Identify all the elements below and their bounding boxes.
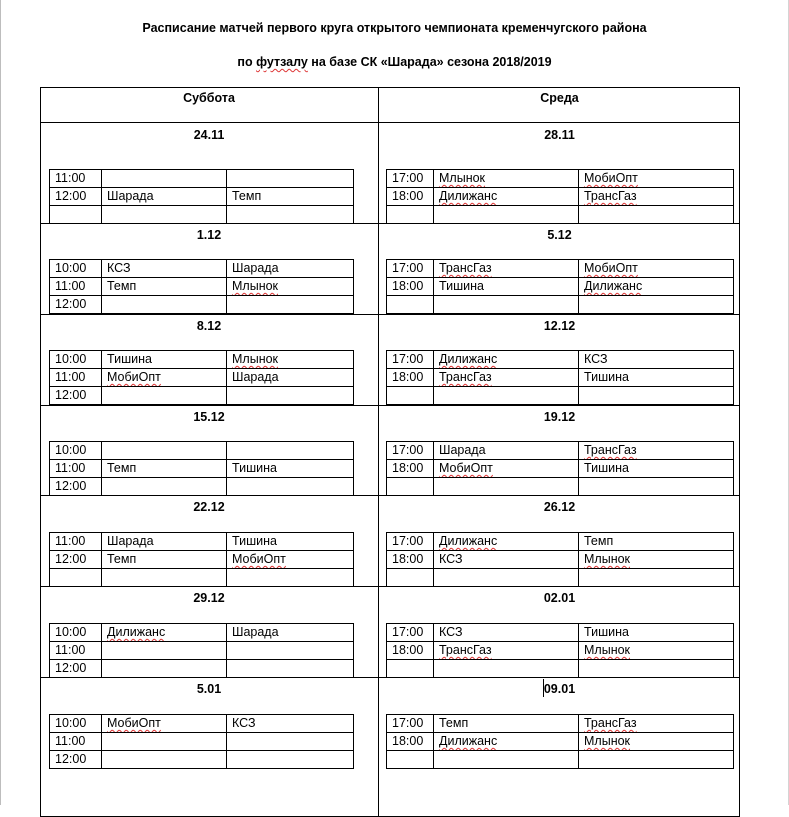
home-team[interactable] [434,551,579,569]
week-separator [40,495,740,496]
home-team-text: Темп [107,279,137,293]
away-team[interactable] [579,387,734,405]
week-separator [40,677,740,678]
home-team-text: Темп [439,716,469,730]
match-time[interactable] [50,533,102,551]
wed-match-table [386,532,734,587]
home-team[interactable] [434,569,579,587]
week-separator [40,405,740,406]
match-time[interactable] [387,478,434,496]
away-team-text: Тишина [584,370,629,384]
match-time-text: 11:00 [55,279,86,293]
away-team[interactable] [227,478,354,496]
sat-match-table [49,714,354,769]
match-time[interactable] [50,733,102,751]
match-time-text: 11:00 [55,643,86,657]
away-team[interactable] [227,369,354,387]
saturday-date: 24.11 [193,128,225,142]
home-team[interactable] [434,369,579,387]
header-separator [40,122,740,123]
wednesday-date: 28.11 [544,128,575,142]
away-team[interactable] [227,733,354,751]
away-team-text: Шарада [232,261,279,275]
away-team-text: ТрансГаз [584,716,637,730]
match-time[interactable] [387,624,434,642]
home-team[interactable] [102,387,227,405]
away-team[interactable] [579,660,734,678]
match-time[interactable] [387,751,434,769]
match-time-text: 18:00 [392,189,424,203]
wed-match-table [386,169,734,224]
match-time[interactable] [50,188,102,206]
away-team-text: ТрансГаз [584,443,637,457]
home-team[interactable] [102,569,227,587]
away-team-text: Тишина [584,625,629,639]
away-team-text: КСЗ [584,352,608,366]
home-team[interactable] [434,533,579,551]
home-team[interactable] [434,260,579,278]
home-team-text: Темп [107,461,137,475]
match-row [50,206,354,224]
week-separator [40,223,740,224]
match-row [387,642,734,660]
away-team[interactable] [227,296,354,314]
home-team[interactable] [102,260,227,278]
home-team[interactable] [434,278,579,296]
home-team-text: Шарада [107,534,154,548]
match-time-text: 11:00 [55,534,86,548]
home-team-text: Дилижанс [439,352,498,366]
match-time[interactable] [50,478,102,496]
subtitle-suffix: на базе СК «Шарада» сезона 2018/2019 [307,55,552,69]
match-time-text: 17:00 [392,443,424,457]
home-team[interactable] [102,533,227,551]
match-time-text: 18:00 [392,370,424,384]
home-team[interactable] [434,751,579,769]
match-row [387,296,734,314]
home-team[interactable] [102,478,227,496]
away-team[interactable] [227,551,354,569]
match-row [387,551,734,569]
away-team[interactable] [227,533,354,551]
week-separator [40,586,740,587]
match-time-text: 11:00 [55,734,86,748]
match-row [50,260,354,278]
away-team[interactable] [579,569,734,587]
match-time-text: 17:00 [392,716,424,730]
match-time-text: 11:00 [55,370,86,384]
away-team[interactable] [579,642,734,660]
home-team[interactable] [434,733,579,751]
match-time-text: 18:00 [392,643,424,657]
away-team[interactable] [579,278,734,296]
away-team-text: Шарада [232,625,279,639]
away-team-text: МобиОпт [584,261,638,275]
match-row [50,533,354,551]
match-row [387,733,734,751]
away-team[interactable] [227,642,354,660]
wed-match-table [386,441,734,496]
match-time[interactable] [387,188,434,206]
home-team-text: Тишина [439,279,484,293]
home-team[interactable] [102,442,227,460]
week-separator [40,314,740,315]
match-time-text: 18:00 [392,552,424,566]
away-team[interactable] [227,260,354,278]
home-team[interactable] [102,715,227,733]
match-row [387,260,734,278]
match-time-text: 17:00 [392,625,424,639]
match-row [50,170,354,188]
match-row [50,569,354,587]
match-time[interactable] [387,278,434,296]
match-row [50,442,354,460]
match-time-text: 11:00 [55,461,86,475]
wednesday-date: 02.01 [543,591,576,605]
home-team-text: Дилижанс [439,734,498,748]
day-header-saturday: Суббота [183,91,235,105]
home-team-text: КСЗ [107,261,131,275]
match-row [387,751,734,769]
match-time-text: 18:00 [392,279,424,293]
home-team-text: МобиОпт [107,370,161,384]
away-team[interactable] [227,170,354,188]
home-team-text: Шарада [439,443,486,457]
home-team[interactable] [434,351,579,369]
home-team[interactable] [102,660,227,678]
saturday-date: 15.12 [193,410,225,424]
match-row [387,442,734,460]
away-team[interactable] [227,188,354,206]
match-time-text: 12:00 [55,297,87,311]
away-team-text: Млынок [232,352,279,366]
match-row [387,478,734,496]
home-team-text: Дилижанс [107,625,166,639]
match-time[interactable] [50,351,102,369]
match-row [50,387,354,405]
home-team-text: МобиОпт [107,716,161,730]
match-time-text: 10:00 [55,261,87,275]
match-time[interactable] [387,533,434,551]
match-time[interactable] [387,296,434,314]
home-team[interactable] [102,551,227,569]
home-team[interactable] [434,170,579,188]
match-time-text: 17:00 [392,261,424,275]
away-team[interactable] [227,442,354,460]
document-subtitle [0,55,789,69]
sat-match-table [49,623,354,678]
away-team[interactable] [227,660,354,678]
home-team-text: ТрансГаз [439,261,492,275]
match-time[interactable] [387,551,434,569]
away-team[interactable] [579,206,734,224]
wednesday-date: 5.12 [547,228,572,242]
away-team[interactable] [579,751,734,769]
match-time[interactable] [387,660,434,678]
match-time-text: 18:00 [392,734,424,748]
sat-match-table [49,441,354,496]
home-team[interactable] [102,170,227,188]
away-team-text: КСЗ [232,716,256,730]
wednesday-date: 12.12 [543,319,576,333]
column-divider [378,87,379,817]
match-time[interactable] [387,569,434,587]
match-row [50,660,354,678]
subtitle-misspelled-word: футзалу [256,55,308,69]
home-team[interactable] [102,188,227,206]
match-row [50,351,354,369]
match-row [387,206,734,224]
away-team[interactable] [579,296,734,314]
home-team-text: Шарада [107,189,154,203]
match-time[interactable] [387,206,434,224]
match-time[interactable] [387,170,434,188]
away-team[interactable] [579,351,734,369]
subtitle-prefix: по [237,55,257,69]
home-team[interactable] [434,206,579,224]
away-team-text: Млынок [584,643,631,657]
home-team-text: ТрансГаз [439,643,492,657]
saturday-date: 1.12 [196,228,222,242]
home-team[interactable] [102,369,227,387]
wed-match-table [386,714,734,769]
match-time-text: 12:00 [55,752,87,766]
match-row [50,278,354,296]
day-header-wednesday: Среда [540,91,579,105]
away-team[interactable] [227,751,354,769]
match-row [50,188,354,206]
away-team[interactable] [227,278,354,296]
home-team[interactable] [434,624,579,642]
match-row [387,369,734,387]
home-team-text: МобиОпт [439,461,493,475]
home-team[interactable] [102,351,227,369]
home-team-text: Дилижанс [439,534,498,548]
away-team-text: Темп [584,534,614,548]
match-row [50,624,354,642]
away-team-text: Темп [232,189,262,203]
match-time[interactable] [50,442,102,460]
match-time[interactable] [50,551,102,569]
match-time[interactable] [50,260,102,278]
saturday-date: 22.12 [193,500,225,514]
match-time-text: 11:00 [55,171,86,185]
match-time-text: 12:00 [55,189,87,203]
match-time[interactable] [50,296,102,314]
match-time-text: 12:00 [55,661,87,675]
away-team[interactable] [579,369,734,387]
sat-match-table [49,532,354,587]
match-time-text: 10:00 [55,716,87,730]
home-team[interactable] [102,624,227,642]
match-time[interactable] [387,642,434,660]
match-time[interactable] [50,170,102,188]
home-team[interactable] [434,442,579,460]
home-team-text: Тишина [107,352,152,366]
match-time[interactable] [387,369,434,387]
match-row [387,569,734,587]
match-row [387,660,734,678]
away-team[interactable] [227,569,354,587]
wednesday-date: 09.01 [543,682,576,696]
home-team-text: КСЗ [439,625,463,639]
match-row [387,170,734,188]
home-team[interactable] [102,733,227,751]
match-row [50,715,354,733]
match-row [50,369,354,387]
match-row [387,188,734,206]
match-row [50,733,354,751]
home-team-text: Дилижанс [439,189,498,203]
match-time[interactable] [387,260,434,278]
match-time[interactable] [50,569,102,587]
away-team[interactable] [227,387,354,405]
match-time[interactable] [50,660,102,678]
match-time[interactable] [50,206,102,224]
match-row [50,551,354,569]
away-team[interactable] [227,351,354,369]
wednesday-date: 19.12 [543,410,576,424]
away-team[interactable] [579,188,734,206]
away-team[interactable] [579,624,734,642]
away-team[interactable] [227,715,354,733]
wed-match-table [386,623,734,678]
match-time-text: 17:00 [392,171,424,185]
match-time[interactable] [387,387,434,405]
home-team[interactable] [434,660,579,678]
match-row [387,533,734,551]
match-row [387,624,734,642]
document-title: Расписание матчей первого круга открытого чемпионата кременчугского района [142,21,647,35]
match-time-text: 10:00 [55,443,87,457]
home-team[interactable] [102,460,227,478]
away-team-text: МобиОпт [584,171,638,185]
match-time[interactable] [50,278,102,296]
home-team-text: Млынок [439,171,486,185]
match-row [387,387,734,405]
away-team-text: МобиОпт [232,552,286,566]
match-time-text: 12:00 [55,552,87,566]
away-team-text: Млынок [584,552,631,566]
home-team-text: Темп [107,552,137,566]
match-row [387,715,734,733]
away-team[interactable] [579,460,734,478]
match-time[interactable] [387,715,434,733]
match-time[interactable] [387,733,434,751]
match-row [50,296,354,314]
match-time-text: 18:00 [392,461,424,475]
away-team-text: Дилижанс [584,279,643,293]
away-team[interactable] [579,478,734,496]
home-team[interactable] [102,296,227,314]
away-team[interactable] [579,442,734,460]
home-team[interactable] [102,278,227,296]
wed-match-table [386,350,734,405]
away-team[interactable] [579,733,734,751]
match-row [50,642,354,660]
away-team-text: ТрансГаз [584,189,637,203]
match-time[interactable] [50,369,102,387]
away-team-text: Млынок [584,734,631,748]
match-time[interactable] [50,387,102,405]
match-row [387,460,734,478]
sat-match-table [49,350,354,405]
match-time-text: 12:00 [55,479,87,493]
saturday-date: 29.12 [193,591,225,605]
away-team[interactable] [579,170,734,188]
saturday-date: 8.12 [196,319,222,333]
match-time-text: 10:00 [55,352,87,366]
match-time[interactable] [50,751,102,769]
away-team[interactable] [227,460,354,478]
sat-match-table [49,259,354,314]
home-team[interactable] [434,478,579,496]
away-team[interactable] [579,260,734,278]
match-time[interactable] [387,351,434,369]
away-team[interactable] [227,206,354,224]
away-team[interactable] [227,624,354,642]
away-team[interactable] [579,551,734,569]
match-row [50,751,354,769]
text-cursor [543,679,544,697]
away-team-text: Тишина [232,534,277,548]
home-team[interactable] [102,206,227,224]
match-time[interactable] [50,460,102,478]
home-team-text: КСЗ [439,552,463,566]
match-time-text: 17:00 [392,534,424,548]
match-row [50,460,354,478]
home-team[interactable] [434,642,579,660]
match-time[interactable] [387,442,434,460]
home-team[interactable] [434,296,579,314]
wednesday-date: 26.12 [543,500,576,514]
sat-match-table [49,169,354,224]
saturday-date: 5.01 [196,682,222,696]
home-team[interactable] [102,751,227,769]
match-time-text: 17:00 [392,352,424,366]
home-team[interactable] [434,460,579,478]
home-team[interactable] [434,188,579,206]
home-team[interactable] [102,642,227,660]
match-row [387,278,734,296]
wed-match-table [386,259,734,314]
home-team[interactable] [434,387,579,405]
match-time[interactable] [50,624,102,642]
match-row [50,478,354,496]
away-team[interactable] [579,715,734,733]
match-time-text: 10:00 [55,625,87,639]
match-time[interactable] [387,460,434,478]
away-team[interactable] [579,533,734,551]
away-team-text: Тишина [584,461,629,475]
home-team[interactable] [434,715,579,733]
match-time[interactable] [50,715,102,733]
away-team-text: Шарада [232,370,279,384]
away-team-text: Млынок [232,279,279,293]
match-time-text: 12:00 [55,388,87,402]
away-team-text: Тишина [232,461,277,475]
match-time[interactable] [50,642,102,660]
match-row [387,351,734,369]
home-team-text: ТрансГаз [439,370,492,384]
